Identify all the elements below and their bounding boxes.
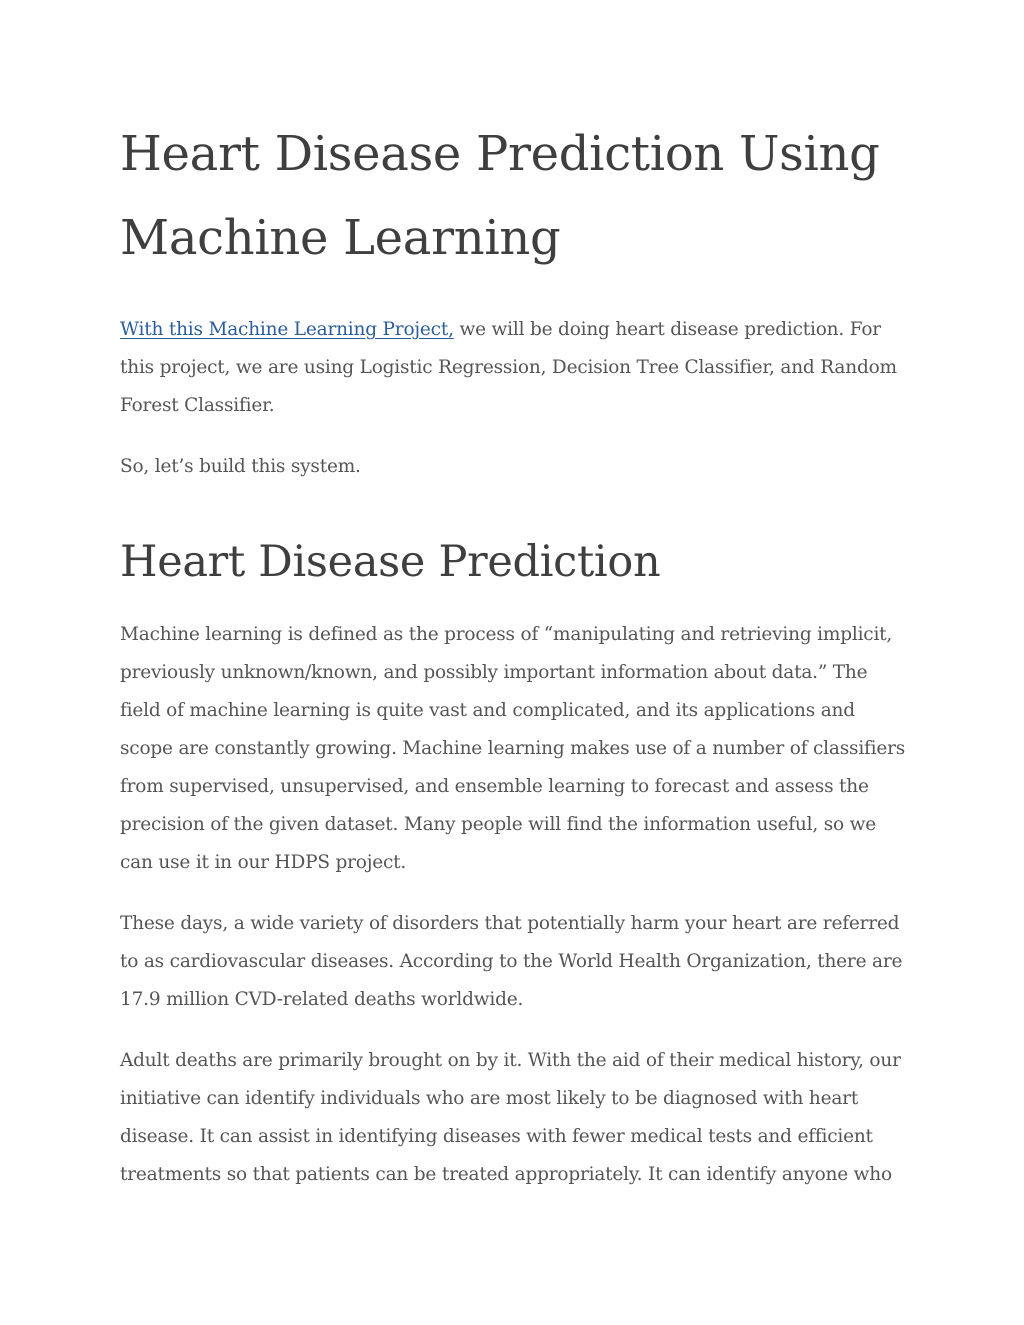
intro-paragraph: [120, 311, 910, 425]
machine-learning-project-link[interactable]: With this Machine Learning Project,: [120, 319, 454, 340]
section-heading: Heart Disease Prediction: [120, 537, 661, 587]
page-title: Heart Disease Prediction Using Machine Learning: [120, 126, 880, 266]
body-paragraph: These days, a wide variety of disorders that potentially harm your heart are referred to as cardiovascular diseases. According to the World Health Organization, there are 17.9 million CVD-related deaths worldwide.: [120, 913, 903, 1010]
article: [120, 112, 910, 1194]
body-paragraph: Machine learning is defined as the process of “manipulating and retrieving implicit, previously unknown/known, and possibly important information about data.” The field of machine learning is quite vast and complicated, and its applications and scope are constantly growing. Machine learning makes use of a number of classifiers from supervised, unsupervised, and ensemble learning to forecast and assess the precision of the given dataset. Many people will find the information useful, so we can use it in our HDPS project.: [120, 624, 906, 873]
lead-in-paragraph: So, let’s build this system.: [120, 456, 361, 477]
body-paragraph: Adult deaths are primarily brought on by it. With the aid of their medical history, our initiative can identify individuals who are most likely to be diagnosed with heart disease. It can assist in identifying diseases with fewer medical tests and efficient treatments so that patients can be treated appropriately. It can identify anyone who: [120, 1050, 901, 1185]
intro-text: we will be doing heart disease prediction. For this project, we are using Logistic Regression, Decision Tree Classifier, and Random Forest Classifier.: [120, 319, 897, 416]
